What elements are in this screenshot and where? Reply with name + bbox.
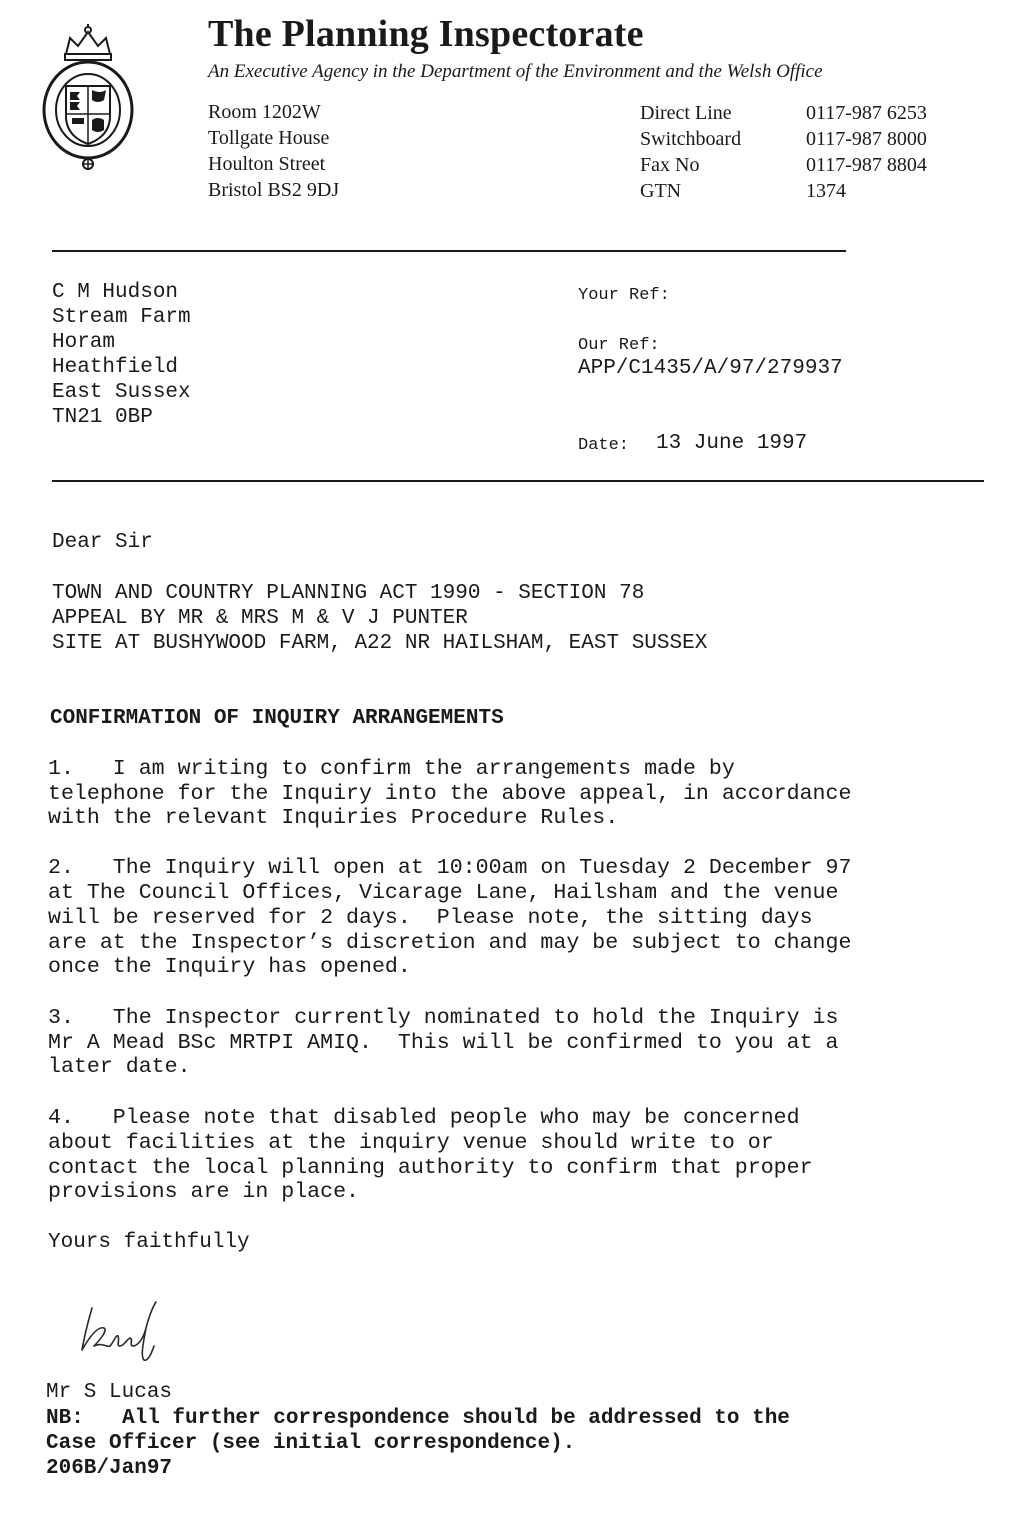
- contact-value: 0117-987 8000: [806, 128, 927, 150]
- nb-line: Case Officer (see initial correspondence).: [46, 1432, 576, 1455]
- subject-line: SITE AT BUSHYWOOD FARM, A22 NR HAILSHAM, EAST SUSSEX: [52, 632, 708, 655]
- our-ref-value: APP/C1435/A/97/279937: [578, 357, 843, 380]
- address-divider: [52, 480, 984, 482]
- contact-value: 1374: [806, 180, 846, 202]
- contact-label: GTN: [640, 180, 682, 202]
- signature: [74, 1298, 184, 1376]
- paragraph-line: 2. The Inquiry will open at 10:00am on Tuesday 2 December 97: [48, 856, 852, 880]
- paragraph-line: 4. Please note that disabled people who may be concerned: [48, 1106, 800, 1130]
- paragraph-line: Mr A Mead BSc MRTPI AMIQ. This will be confirmed to you at a: [48, 1031, 839, 1055]
- paragraph-line: telephone for the Inquiry into the above appeal, in accordance: [48, 782, 852, 806]
- organisation-subtitle: An Executive Agency in the Department of the Environment and the Welsh Office: [208, 61, 823, 82]
- signatory-name: Mr S Lucas: [46, 1381, 173, 1404]
- date-label: Date:: [578, 436, 630, 455]
- recipient-line: Stream Farm: [52, 306, 191, 329]
- our-ref-label: Our Ref:: [578, 336, 660, 355]
- closing: Yours faithfully: [48, 1231, 250, 1254]
- contact-label: Direct Line: [640, 102, 732, 124]
- contact-value: 0117-987 8804: [806, 154, 927, 176]
- paragraph-line: later date.: [48, 1055, 191, 1079]
- paragraph-line: contact the local planning authority to confirm that proper: [48, 1156, 813, 1180]
- paragraph-line: 1. I am writing to confirm the arrangements made by: [48, 757, 735, 781]
- address-line: Houlton Street: [208, 153, 326, 175]
- recipient-line: TN21 0BP: [52, 406, 153, 429]
- contact-label: Fax No: [640, 154, 700, 176]
- organisation-title: The Planning Inspectorate: [208, 13, 644, 55]
- contact-label: Switchboard: [640, 128, 742, 150]
- recipient-line: Heathfield: [52, 356, 179, 379]
- header-divider: [52, 250, 846, 252]
- nb-line: All further correspondence should be addressed to the: [122, 1407, 790, 1430]
- paragraph-line: with the relevant Inquiries Procedure Rules.: [48, 806, 619, 830]
- paragraph-line: at The Council Offices, Vicarage Lane, Hailsham and the venue: [48, 881, 839, 905]
- address-line: Bristol BS2 9DJ: [208, 179, 340, 201]
- recipient-line: East Sussex: [52, 381, 191, 404]
- address-line: Room 1202W: [208, 101, 321, 123]
- paragraph-line: 3. The Inspector currently nominated to hold the Inquiry is: [48, 1006, 839, 1030]
- subject-line: APPEAL BY MR & MRS M & V J PUNTER: [52, 607, 468, 630]
- salutation: Dear Sir: [52, 531, 153, 554]
- address-line: Tollgate House: [208, 127, 330, 149]
- paragraph-line: are at the Inspector’s discretion and may be subject to change: [48, 931, 852, 955]
- your-ref-label: Your Ref:: [578, 286, 670, 305]
- nb-label: NB:: [46, 1407, 84, 1430]
- paragraph-line: once the Inquiry has opened.: [48, 955, 411, 979]
- section-heading: CONFIRMATION OF INQUIRY ARRANGEMENTS: [50, 707, 504, 730]
- paragraph-line: provisions are in place.: [48, 1180, 360, 1204]
- date-value: 13 June 1997: [656, 432, 808, 455]
- paragraph-line: will be reserved for 2 days. Please note, the sitting days: [48, 906, 813, 930]
- subject-line: TOWN AND COUNTRY PLANNING ACT 1990 - SECTION 78: [52, 582, 645, 605]
- contact-value: 0117-987 6253: [806, 102, 927, 124]
- recipient-line: Horam: [52, 331, 116, 354]
- paragraph-line: about facilities at the inquiry venue should write to or: [48, 1131, 774, 1155]
- form-code: 206B/Jan97: [46, 1457, 173, 1480]
- recipient-line: C M Hudson: [52, 281, 179, 304]
- royal-crest-icon: [36, 24, 140, 174]
